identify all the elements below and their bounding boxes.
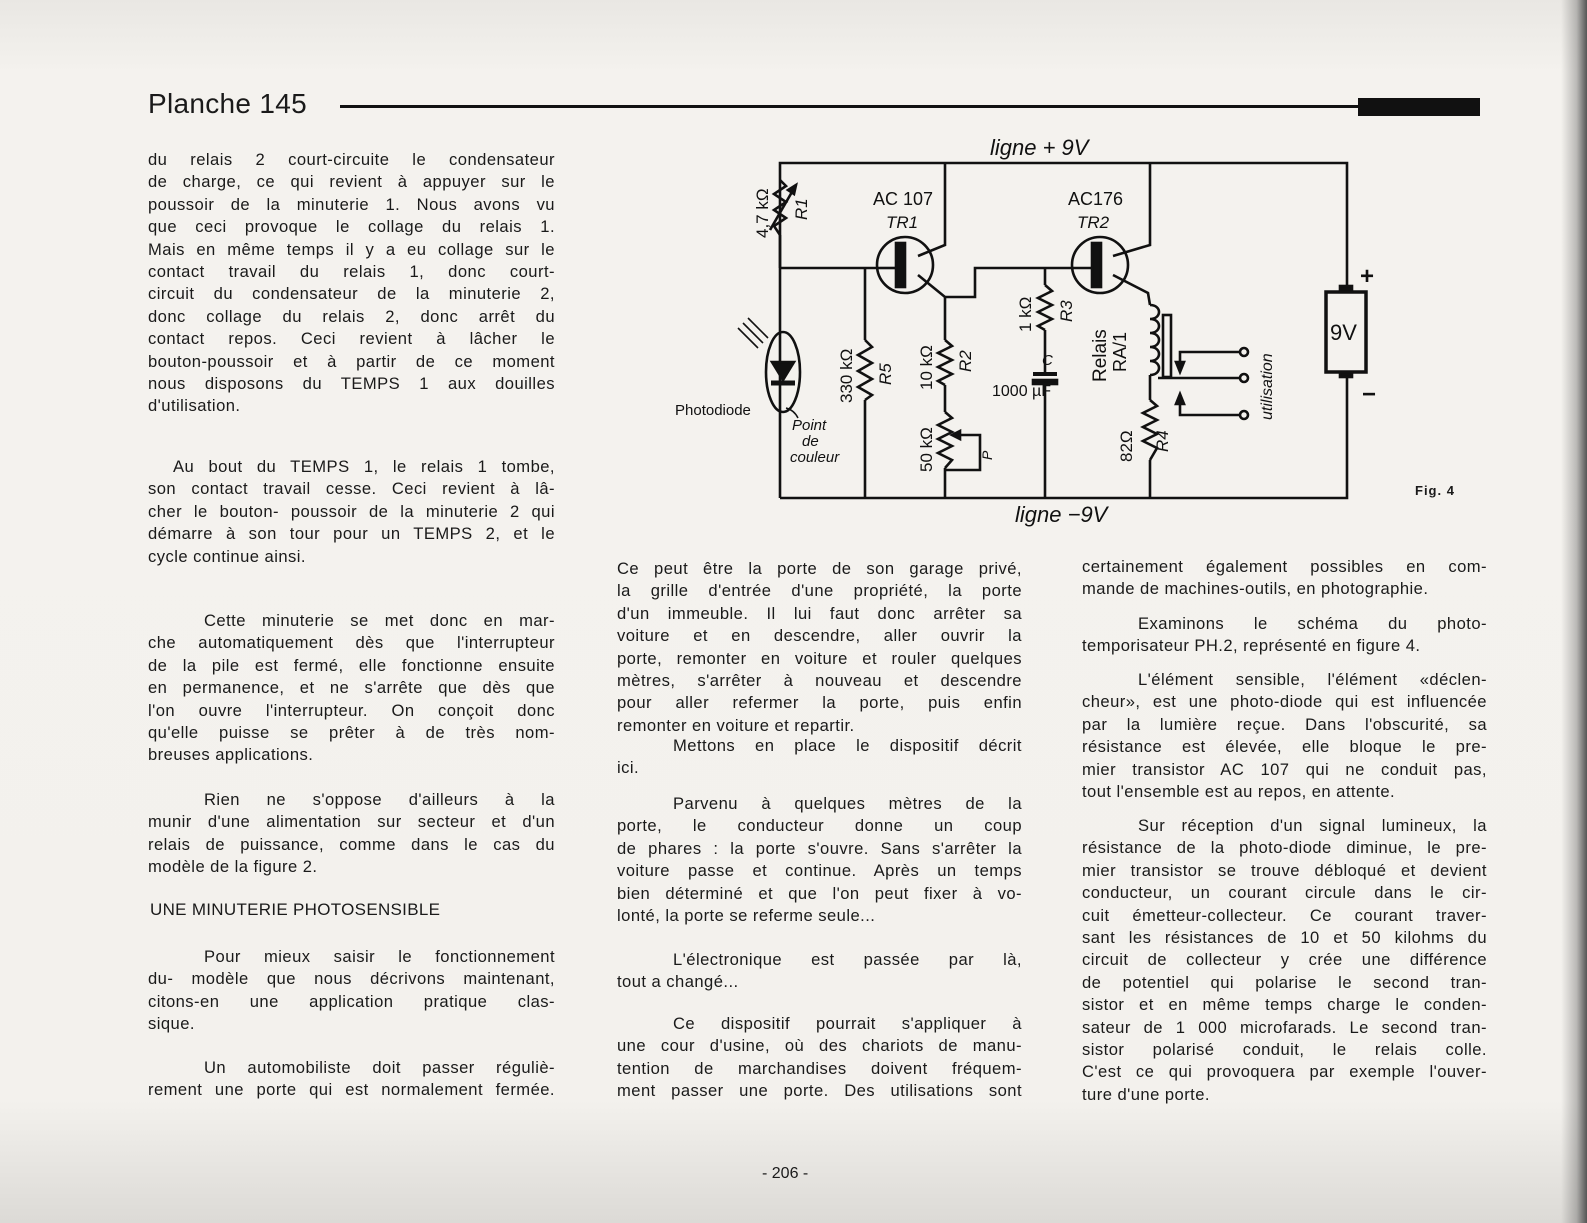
text-line: bien déterminé et que l'on peut fixer à vo- <box>617 883 1022 903</box>
text-line: Au bout du TEMPS 1, le relais 1 tombe, <box>173 457 555 476</box>
tr2-type: AC176 <box>1068 189 1124 209</box>
text-line: du relais 2 court-circuite le condensateur <box>148 150 555 169</box>
text-line: contact repos. Ceci revient à lâcher le <box>148 329 555 349</box>
text-line: L'électronique est passée par là, <box>673 950 1022 969</box>
text-line: relais de puissance, comme dans le cas du <box>148 834 555 854</box>
text-line: porte, remonter en voiture et rouler quelques <box>617 648 1022 668</box>
utilisation-label: utilisation <box>1259 353 1276 420</box>
text-line: circuit du condensateur de la minuterie 2, <box>148 284 555 304</box>
line-plus-label: ligne + 9V <box>990 135 1089 160</box>
transistor-tr1 <box>877 237 933 293</box>
text-line: ture d'une porte. <box>1082 1084 1210 1104</box>
text-line: Rien ne s'oppose d'ailleurs à la <box>204 790 555 809</box>
text-line: Un automobiliste doit passer réguliè- <box>204 1058 555 1077</box>
text-line: la grille d'entrée d'une propriété, la porte <box>617 581 1022 601</box>
text-line: en permanence, et ne s'arrête que dès que <box>148 678 555 698</box>
text-line: de charge, ce qui revient à appuyer sur le <box>148 172 555 192</box>
photodiode-label: Photodiode <box>675 402 751 419</box>
text-line: Ce peut être la porte de son garage privé, <box>617 559 1022 578</box>
text-line: mètres, s'arrêter à nouveau et descendre <box>617 671 1022 690</box>
tr1-name: TR1 <box>886 213 919 232</box>
text-line: mande de machines-outils, en photographie. <box>1082 579 1429 599</box>
text-line: cheur», est une photo-diode qui est influencée <box>1082 692 1487 712</box>
text-line: citons-en une application pratique clas- <box>148 991 555 1011</box>
text-line: C'est ce qui provoquera par exemple l'ouver- <box>1082 1062 1487 1082</box>
text-line: Cette minuterie se met donc en mar- <box>204 611 555 630</box>
text-line: cher le bouton- poussoir de la minuterie 2 qui <box>148 501 555 521</box>
text-line: d'un immeuble. Il lui faut donc arrêter sa <box>617 603 1022 623</box>
text-line: résistance de la photo-diode diminue, le pre- <box>1082 838 1487 858</box>
text-line: l'on ouvre l'interrupteur. On conçoit donc <box>148 700 555 720</box>
text-line: lonté, la porte se referme seule... <box>617 906 876 925</box>
text-line: que ceci provoque le collage du relais 1. <box>148 217 555 237</box>
text-line: Mais en même temps il y a eu collage sur le <box>148 239 555 259</box>
text-line: certainement également possibles en com- <box>1082 557 1487 576</box>
relay-name: RA/1 <box>1110 331 1130 372</box>
text-line: sistor polarisé conduit, le relais colle. <box>1082 1040 1487 1059</box>
battery-minus: − <box>1362 381 1377 408</box>
text-line: rement une porte qui est normalement fermée. <box>148 1080 555 1100</box>
text-line: modèle de la figure 2. <box>148 857 318 877</box>
text-line: tout l'ensemble est au repos, en attente. <box>1082 782 1396 801</box>
r5-name: R5 <box>876 363 895 385</box>
text-line: ment passer une porte. Des utilisations sont <box>617 1081 1022 1101</box>
text-line: breuses applications. <box>148 745 314 765</box>
potentiometer-p <box>938 412 980 470</box>
text-line: résistance est élevée, elle bloque le pre- <box>1082 737 1487 757</box>
tr1-type: AC 107 <box>873 189 934 209</box>
transistor-tr2 <box>1072 237 1128 293</box>
text-line: Ce dispositif pourrait s'appliquer à <box>673 1014 1022 1033</box>
text-line: sant les résistances de 10 et 50 kilohms du <box>1082 928 1487 947</box>
page-number: - 206 - <box>762 1165 809 1182</box>
text-line: tout a changé... <box>617 972 739 992</box>
page-title: Planche 145 <box>148 88 307 119</box>
text-line: sistor et en même temps charge le conden- <box>1082 995 1487 1015</box>
text-line: Sur réception d'un signal lumineux, la <box>1138 816 1487 835</box>
section-heading: UNE MINUTERIE PHOTOSENSIBLE <box>150 900 441 919</box>
text-line: Mettons en place le dispositif décrit <box>673 736 1022 755</box>
text-line: démarre à son tour pour un TEMPS 2, et le <box>148 524 555 544</box>
text-line: munir d'une alimentation sur secteur et d'un <box>148 812 555 832</box>
text-line: bouton-poussoir et à partir de ce moment <box>148 351 555 371</box>
resistor-r2 <box>938 340 952 385</box>
text-line: de potentiel qui polarise le second tran- <box>1082 972 1487 992</box>
text-line: porte, le conducteur donne un coup <box>617 816 1022 836</box>
wires <box>780 163 1347 498</box>
figure-caption: Fig. 4 <box>1415 483 1455 498</box>
c-value: 1000 µF <box>992 383 1052 400</box>
text-line: du- modèle que nous décrivons maintenant, <box>148 969 555 989</box>
line-minus-label: ligne −9V <box>1015 502 1108 527</box>
r4-name: R4 <box>1153 430 1172 452</box>
tr2-name: TR2 <box>1077 213 1110 232</box>
text-line: une cour d'usine, où des chariots de manu- <box>617 1036 1022 1056</box>
relay-coil <box>1150 305 1171 377</box>
text-line: voiture et en descendre, aller ouvrir la <box>617 626 1022 646</box>
r2-name: R2 <box>956 350 975 372</box>
text-line: qu'elle puisse se prêter à de très nom- <box>148 723 555 742</box>
text-line: son contact travail cesse. Ceci revient à lâ- <box>148 479 555 499</box>
text-line: sique. <box>148 1014 195 1034</box>
text-line: pour aller refermer la porte, puis enfin <box>617 693 1022 713</box>
text-line: de la pile est fermé, elle fonctionne ensuite <box>148 655 555 675</box>
text-line: L'élément sensible, l'élément «déclen- <box>1138 670 1487 689</box>
text-line: sateur de 1 000 microfarads. Le second tran- <box>1082 1017 1487 1037</box>
text-line: de phares : la porte s'ouvre. Sans s'arrêter la <box>617 838 1022 858</box>
c-name: C <box>1042 352 1053 369</box>
text-line: d'utilisation. <box>148 396 241 416</box>
text-line: che automatiquement dès que l'interrupteur <box>148 633 555 653</box>
text-line: Parvenu à quelques mètres de la <box>673 794 1022 813</box>
p-value: 50 kΩ <box>917 427 936 472</box>
relay-label: Relais <box>1090 329 1111 382</box>
point-label-2: de <box>802 433 819 450</box>
text-line: cycle continue ainsi. <box>148 546 306 566</box>
text-line: Pour mieux saisir le fonctionnement <box>204 947 555 966</box>
r2-value: 10 kΩ <box>917 345 936 390</box>
text-line: voiture passe et continue. Après un temps <box>617 861 1022 881</box>
r1-name: R1 <box>792 198 811 220</box>
text-line: Examinons le schéma du photo- <box>1138 614 1487 633</box>
point-label-3: couleur <box>790 449 840 466</box>
p-name: P <box>979 450 995 460</box>
text-line: donc collage du relais 2, donc arrêt du <box>148 306 555 326</box>
text-line: par la lumière reçue. Dans l'obscurité, sa <box>1082 714 1487 734</box>
text-line: remonter en voiture et repartir. <box>617 715 855 735</box>
text-line: conducteur, un courant circule dans le cir- <box>1082 883 1487 903</box>
r5-value: 330 kΩ <box>837 348 856 403</box>
text-line: temporisateur PH.2, représenté en figure 4. <box>1082 636 1421 656</box>
r4-value: 82Ω <box>1117 430 1136 462</box>
resistor-r3 <box>1038 285 1052 330</box>
text-line: nous disposons du TEMPS 1 aux douilles <box>148 374 555 393</box>
point-label-1: Point <box>792 417 827 434</box>
battery-voltage: 9V <box>1330 320 1357 345</box>
text-line: ici. <box>617 758 640 778</box>
r3-value: 1 kΩ <box>1016 296 1035 332</box>
r1-value: 4,7 kΩ <box>753 188 772 238</box>
text-line: tention de marchandises doivent fréquem- <box>617 1058 1022 1078</box>
r3-name: R3 <box>1057 300 1076 322</box>
battery-plus: + <box>1360 263 1375 290</box>
text-line: circuit de collecteur y crée une différence <box>1082 950 1487 970</box>
text-line: mier transistor se trouve débloqué et devient <box>1082 860 1487 880</box>
text-line: mier transistor AC 107 qui ne conduit pas, <box>1082 759 1487 779</box>
text-line: poussoir de la minuterie 1. Nous avons vu <box>148 194 555 214</box>
text-line: cuit émetteur-collecteur. Ce courant traver- <box>1082 905 1487 925</box>
resistor-r5 <box>858 340 872 400</box>
text-line: contact travail du relais 1, donc court- <box>148 262 555 281</box>
